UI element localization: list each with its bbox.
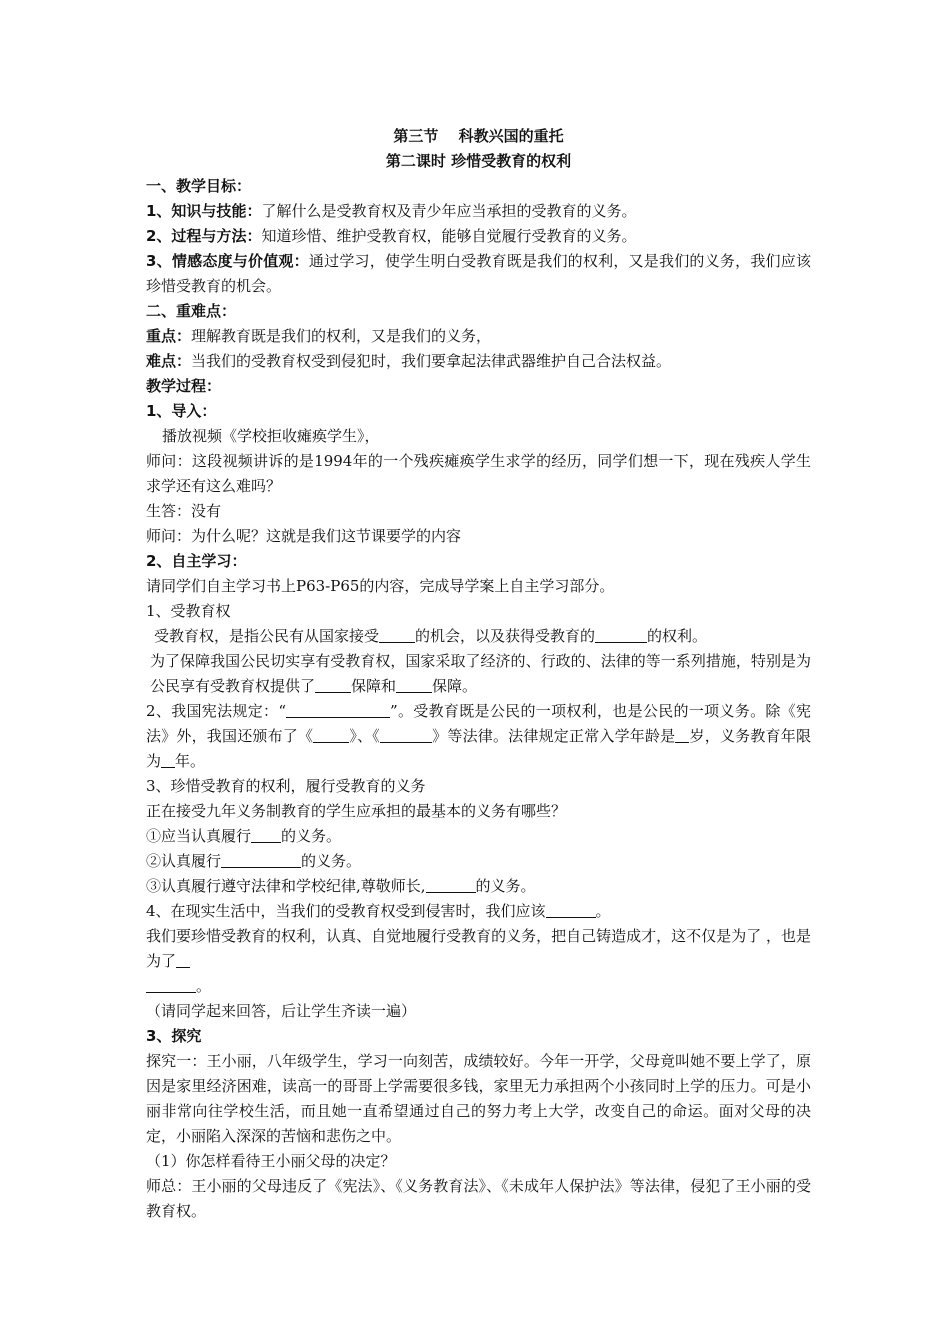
fill-blank[interactable] [146,976,196,993]
focus-label: 重点： [146,327,192,345]
fill-blank[interactable] [313,726,349,743]
objective-text: 知道珍惜、维护受教育权，能够自觉履行受教育的义务。 [261,227,637,245]
intro-question-2: 师问：为什么呢？这就是我们这节课要学的内容 [146,527,462,545]
self-study-text: 请同学们自主学习书上P63-P65的内容，完成导学案上自主学习部分。 [146,577,615,595]
objective-label: 1、知识与技能： [146,202,262,220]
fill-blank[interactable] [286,701,390,718]
text-span: 》、《 [349,727,380,745]
self-study-item-2 [146,699,811,774]
fill-blank[interactable] [176,951,190,968]
text-span: 为了保障我国公民切实享有受教育权，国家采取了经济的、行政的、法律的等一系列措施，特别是为公民享有受教育权提供了 [150,652,811,695]
text-span: 》等法律。法律规定正常入学年龄是 [431,727,676,745]
objective-label: 2、过程与方法： [146,227,262,245]
text-span: 。 [595,902,611,920]
self-study-item-1: 1、受教育权 [146,602,231,620]
text-span: 的义务。 [301,852,362,870]
objective-text: 了解什么是受教育权及青少年应当承担的受教育的义务。 [261,202,637,220]
text-span: 年。 [175,752,206,770]
text-span: 岁，义务教育年限为 [146,727,811,770]
text-span: 保障。 [432,677,478,695]
classroom-note: （请同学起来回答，后让学生齐读一遍） [146,1002,417,1020]
self-study-item-1b [146,649,811,699]
self-study-item-4 [146,899,811,924]
fill-blank[interactable] [396,676,432,693]
text-span: 。 [196,977,212,995]
objectives-heading: 一、教学目标： [146,177,252,195]
self-study-item-3: 3、珍惜受教育的权利，履行受教育的义务 [146,777,426,795]
difficulty-label: 难点： [146,352,192,370]
explore-case-1: 探究一：王小丽，八年级学生，学习一向刻苦，成绩较好。今年一开学，父母竟叫她不要上学了，原因是家里经济困难，读高一的哥哥上学需要很多钱，家里无力承担两个小孩同时上学的压力。可是小丽非常向往学校生活，而且她一直希望通过自己的努力考上大学，改变自己的命运。面对父母的决定，小丽陷入深深的苦恼和悲伤之中。 [146,1052,811,1145]
text-span: ②认真履行 [146,852,222,870]
focus-point [146,324,811,349]
keypoints-heading: 二、重难点： [146,302,237,320]
explore-heading: 3、探究 [146,1027,202,1045]
fill-blank[interactable] [315,676,351,693]
fill-blank[interactable] [380,726,432,743]
text-span: 2、我国宪法规定：“ [146,702,286,720]
objective-emotion [146,249,811,299]
text-span: 4、在现实生活中，当我们的受教育权受到侵害时，我们应该 [146,902,546,920]
duty-1 [146,824,811,849]
fill-blank[interactable] [426,876,476,893]
duty-3 [146,874,811,899]
text-span: 的权利。 [647,627,708,645]
fill-blank[interactable] [379,626,415,643]
intro-question: 师问：这段视频讲诉的是1994年的一个残疾瘫痪学生求学的经历，同学们想一下，现在残疾人学生求学还有这么难吗？ [146,452,811,495]
difficulty-point [146,349,811,374]
objective-label: 3、情感态度与价值观： [146,252,309,270]
objective-text: 通过学习，使学生明白受教育既是我们的权利，又是我们的义务，我们应该珍惜受教育的机会。 [146,252,811,295]
text-span: ③认真履行遵守法律和学校纪律,尊敬师长, [146,877,426,895]
objective-process [146,224,811,249]
duty-2 [146,849,811,874]
fill-blank[interactable] [251,826,281,843]
fill-blank[interactable] [595,626,647,643]
text-span: ①应当认真履行 [146,827,252,845]
process-heading: 教学过程： [146,377,222,395]
fill-blank[interactable] [161,751,175,768]
fill-blank[interactable] [675,726,689,743]
lesson-plan [146,124,811,1224]
text-span: ”。受教育既是公民的一项权利，也是公民的一项义务。除《宪法》外，我国还颁布了《 [146,702,812,745]
focus-text: 理解教育既是我们的权利，又是我们的义务， [191,327,492,345]
self-study-item-1a [146,624,811,649]
section-title: 第三节 科教兴国的重托 [393,127,564,145]
text-span: 的义务。 [475,877,536,895]
objective-knowledge [146,199,811,224]
difficulty-text: 当我们的受教育权受到侵犯时，我们要拿起法律武器维护自己合法权益。 [191,352,672,370]
fill-blank[interactable] [221,851,301,868]
self-study-heading: 2、自主学习： [146,552,247,570]
text-span: 的机会，以及获得受教育的 [415,627,596,645]
fill-blank[interactable] [546,901,596,918]
text-span: 的义务。 [281,827,342,845]
intro-heading: 1、导入： [146,402,217,420]
intro-video: 播放视频《学校拒收瘫痪学生》， [162,427,380,445]
teacher-summary: 师总：王小丽的父母违反了《宪法》、《义务教育法》、《未成年人保护法》等法律，侵犯了王小丽的受教育权。 [146,1177,811,1220]
text-span: 受教育权，是指公民有从国家接受 [154,627,380,645]
lesson-title: 第二课时 珍惜受教育的权利 [385,152,572,170]
self-study-item-5 [146,924,811,999]
explore-question-1: （1）你怎样看待王小丽父母的决定？ [146,1152,396,1170]
text-span: 我们要珍惜受教育的权利，认真、自觉地履行受教育的义务，把自己铸造成才，这不仅是为了 ，也是为了 [146,927,811,970]
intro-answer: 生答：没有 [146,502,222,520]
self-study-question-3: 正在接受九年义务制教育的学生应承担的最基本的义务有哪些？ [146,802,567,820]
text-span: 保障和 [351,677,397,695]
